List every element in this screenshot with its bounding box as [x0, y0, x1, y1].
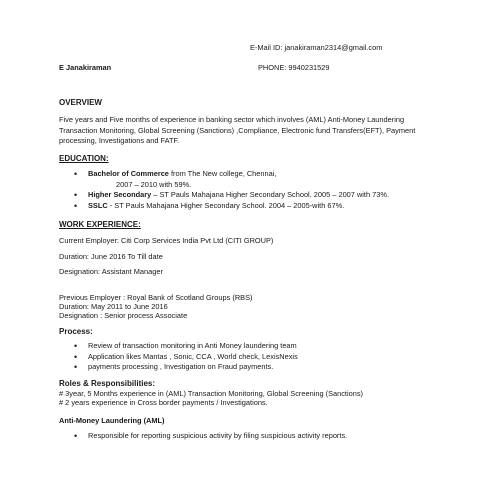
bullet-icon: • [74, 190, 78, 200]
education-item [74, 190, 389, 201]
aml-heading: Anti-Money Laundering (AML) [59, 416, 165, 425]
overview-heading: OVERVIEW [59, 98, 102, 107]
roles-heading: Roles & Responsibilities: [59, 379, 156, 388]
roles-line: # 2 years experience in Cross border payments / Investigations. [59, 398, 268, 407]
roles-line: # 3year, 5 Months experience in (AML) Transaction Monitoring, Global Screening (Sanctions) [59, 389, 363, 398]
previous-duration: Duration: May 2011 to June 2016 [59, 302, 168, 311]
bullet-icon: • [74, 431, 78, 441]
education-item [74, 201, 389, 212]
phone-line: PHONE: 9940231529 [258, 63, 330, 72]
education-heading: EDUCATION: [59, 154, 109, 163]
process-item-text: Application likes Mantas , Sonic, CCA , World check, LexisNexis [88, 351, 298, 361]
previous-employer: Previous Employer : Royal Bank of Scotland Groups (RBS) [59, 293, 253, 302]
process-item-text: payments processing , Investigation on Fraud payments. [88, 362, 274, 371]
education-subline [74, 180, 389, 191]
process-item [74, 362, 298, 373]
overview-text: Five years and Five months of experience in banking sector which involves (AML) Anti-Money Laundering Transaction Monitoring, Global Screening (Sanctions) ,Compliance, Electronic fund Transfers(EFT), Payment processing, Investigations and FATF. [59, 115, 416, 145]
bullet-icon: • [74, 169, 78, 179]
education-detail: - ST Pauls Mahajana Higher Secondary School. 2004 – 2005-with 67%. [107, 200, 345, 210]
education-title: Bachelor of Commerce [88, 169, 169, 178]
process-list [74, 341, 298, 373]
current-designation: Designation: Assistant Manager [59, 267, 163, 276]
process-item [74, 352, 298, 363]
current-employer: Current Employer: Citi Corp Services India Pvt Ltd (CITI GROUP) [59, 236, 274, 245]
bullet-icon: • [74, 351, 78, 362]
education-title: SSLC [88, 200, 108, 210]
previous-designation: Designation : Senior process Associate [59, 311, 188, 320]
candidate-name: E Janakiraman [59, 63, 112, 72]
current-duration: Duration: June 2016 To Till date [59, 252, 163, 261]
education-sub: 2007 – 2010 with 59%. [116, 179, 192, 189]
process-item-text: Review of transaction monitoring in Anti Money laundering team [88, 341, 297, 350]
education-item [74, 169, 389, 180]
aml-list [74, 431, 347, 442]
bullet-icon: • [74, 200, 78, 211]
work-heading: WORK EXPERIENCE: [59, 220, 141, 229]
aml-item-text: Responsible for reporting suspicious activity by filing suspicious activity reports. [88, 431, 348, 440]
aml-item [74, 431, 347, 442]
education-title: Higher Secondary [88, 190, 152, 199]
process-heading: Process: [59, 327, 93, 336]
bullet-icon: • [74, 362, 78, 372]
process-item [74, 341, 298, 352]
education-list [74, 169, 389, 211]
education-detail: from The New college, Chennai, [168, 169, 277, 178]
education-detail: – ST Pauls Mahajana Higher Secondary School. 2005 – 2007 with 73%. [151, 190, 389, 199]
bullet-icon: • [74, 341, 78, 351]
email-line: E-Mail ID: janakiraman2314@gmail.com [250, 43, 383, 52]
